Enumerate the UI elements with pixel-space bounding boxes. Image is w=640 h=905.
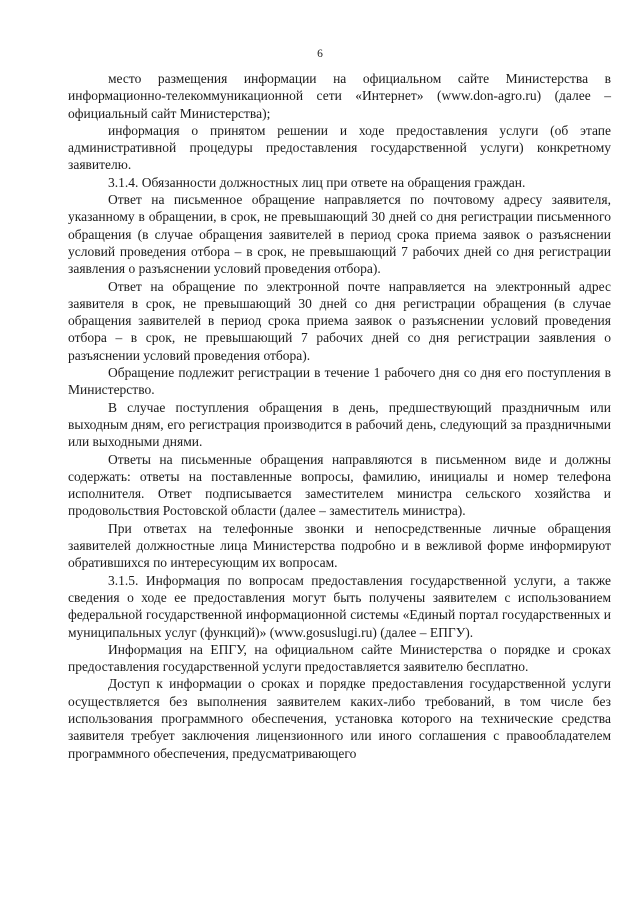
paragraph-9: При ответах на телефонные звонки и непосредственные личные обращения заявителей должностные лица Министерства подробно и в вежливой форме информируют обратившихся по интересующим их вопросам.: [68, 520, 611, 571]
paragraph-5: Ответ на обращение по электронной почте направляется на электронный адрес заявителя в срок, не превышающий 30 дней со дня регистрации обращения (в случае обращения заявителей в период срока приема заявок о разъяснении условий проведения отбора – в срок, не превышающий 7 рабочих дней со дня регистрации заявления о разъяснении условий проведения отбора).: [68, 278, 611, 363]
paragraph-8: Ответы на письменные обращения направляются в письменном виде и должны содержать: ответы на поставленные вопросы, фамилию, инициалы и номер телефона исполнителя. Ответ подписывается заместителем министра сельского хозяйства и продовольствия Ростовской области (далее – заместитель министра).: [68, 451, 611, 519]
paragraph-10: 3.1.5. Информация по вопросам предоставления государственной услуги, а также сведения о ходе ее предоставления могут быть получены заявителем с использованием федеральной государственной информационной системы «Единый портал государственных и муниципальных услуг (функций)» (www.gosuslugi.ru) (далее – ЕПГУ).: [68, 572, 611, 640]
page-number: 6: [317, 48, 323, 60]
paragraph-4: Ответ на письменное обращение направляется по почтовому адресу заявителя, указанному в обращении, в срок, не превышающий 30 дней со дня регистрации письменного обращения (в случае обращения заявителей в период срока приема заявок о разъяснении условий проведения отбора – в срок, не превышающий 7 рабочих дней со дня регистрации заявления о разъяснении условий проведения отбора).: [68, 192, 611, 277]
paragraph-11: Информация на ЕПГУ, на официальном сайте Министерства о порядке и сроках предоставления государственной услуги предоставляется заявителю бесплатно.: [68, 641, 611, 675]
paragraph-6: Обращение подлежит регистрации в течение 1 рабочего дня со дня его поступления в Министерство.: [68, 365, 611, 398]
paragraph-12: Доступ к информации о сроках и порядке предоставления государственной услуги осуществляется без выполнения заявителем каких-либо требований, в том числе без использования программного обеспечения, установка которого на технические средства заявителя требует заключения лицензионного или иного соглашения с правообладателем программного обеспечения, предусматривающего: [68, 676, 611, 761]
paragraph-1: место размещения информации на официальном сайте Министерства в информационно-телекоммуникационной сети «Интернет» (www.don-agro.ru) (далее – официальный сайт Министерства);: [68, 71, 611, 121]
paragraph-7: В случае поступления обращения в день, предшествующий праздничным или выходным дням, его регистрация производится в рабочий день, следующий за праздничными или выходными днями.: [68, 399, 611, 450]
document-body: [68, 70, 611, 762]
paragraph-2: информация о принятом решении и ходе предоставления услуги (об этапе административной процедуры предоставления государственной услуги) конкретному заявителю.: [68, 122, 611, 173]
paragraph-3: 3.1.4. Обязанности должностных лиц при ответе на обращения граждан.: [108, 174, 526, 190]
